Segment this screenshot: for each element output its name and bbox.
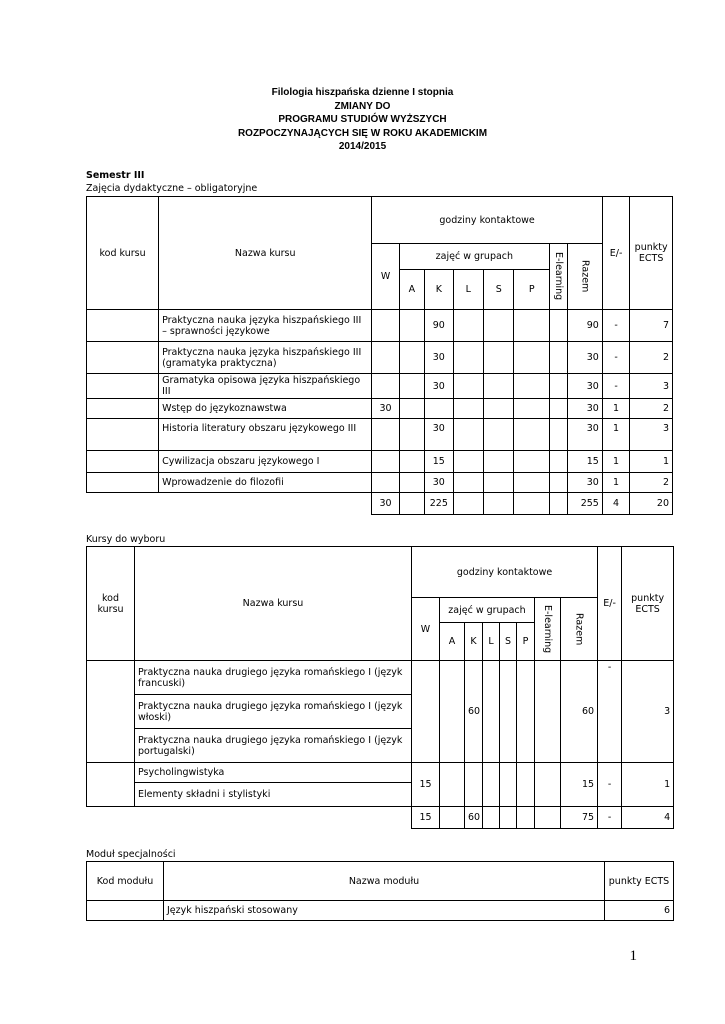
group2-w: 15 (412, 763, 440, 807)
cell-w (372, 419, 399, 451)
cell-ects: 2 (630, 342, 673, 374)
course-name: Praktyczna nauka drugiego języka romańskiego I (język portugalski) (135, 729, 412, 763)
cell-ects: 1 (630, 451, 673, 473)
header-s: S (500, 623, 517, 661)
group1-e: - (598, 661, 622, 695)
cell-razem: 15 (568, 451, 603, 473)
total-e: 4 (602, 493, 629, 515)
table-row (87, 901, 674, 921)
cell-razem: 30 (568, 399, 603, 419)
header-a: A (399, 270, 424, 310)
total-k: 60 (465, 807, 483, 829)
module-ects: 6 (605, 901, 674, 921)
title-line-3: PROGRAMU STUDIÓW WYŻSZYCH (278, 114, 447, 125)
elective-courses-table (86, 546, 674, 829)
cell-w: 30 (372, 399, 399, 419)
cell-ects: 3 (630, 374, 673, 399)
cell-e: 1 (602, 451, 629, 473)
cell-razem: 30 (568, 473, 603, 493)
total-w: 30 (372, 493, 399, 515)
header-l: L (483, 623, 500, 661)
course-name: Praktyczna nauka drugiego języka romańskiego I (język włoski) (135, 695, 412, 729)
table-row (87, 661, 674, 695)
cell-razem: 90 (568, 310, 603, 342)
header-a: A (440, 623, 465, 661)
section1-caption: Zajęcia dydaktyczne – obligatoryjne (86, 183, 258, 194)
module-name: Język hiszpański stosowany (164, 901, 605, 921)
table-row (87, 419, 673, 451)
header-grupy: zajęć w grupach (399, 244, 549, 270)
cell-ects: 7 (630, 310, 673, 342)
header-elearning: E-learning (535, 598, 561, 661)
title-line-5: 2014/2015 (338, 141, 387, 152)
header-nazwa: Nazwa kursu (135, 547, 412, 661)
group2-e: - (598, 763, 622, 807)
cell-e: - (602, 374, 629, 399)
course-name: Psycholingwistyka (135, 763, 412, 783)
course-name: Elementy składni i stylistyki (135, 783, 412, 807)
header-e: E/- (598, 547, 622, 661)
header-l: L (453, 270, 483, 310)
cell-w (372, 374, 399, 399)
table-row (87, 473, 673, 493)
title-line-1: Filologia hiszpańska dzienne I stopnia (271, 87, 454, 98)
header-razem: Razem (561, 598, 598, 661)
document-title (0, 86, 725, 154)
section2-caption: Kursy do wyboru (86, 534, 166, 545)
table-row (87, 342, 673, 374)
header-w: W (412, 598, 440, 661)
cell-e: 1 (602, 419, 629, 451)
cell-k: 90 (425, 310, 453, 342)
course-name: Wstęp do językoznawstwa (159, 399, 372, 419)
course-name: Praktyczna nauka języka hiszpańskiego III – sprawności językowe (159, 310, 372, 342)
total-ects: 4 (622, 807, 674, 829)
semester-label: Semestr III (86, 170, 145, 181)
cell-w (372, 310, 399, 342)
total-w: 15 (412, 807, 440, 829)
specialty-module-table (86, 861, 674, 921)
cell-ects: 2 (630, 473, 673, 493)
cell-e: 1 (602, 473, 629, 493)
header-k: K (465, 623, 483, 661)
cell-w (372, 342, 399, 374)
table-row (87, 374, 673, 399)
total-razem: 255 (568, 493, 603, 515)
header-kod-modulu: Kod modułu (87, 862, 164, 901)
total-e: - (598, 807, 622, 829)
cell-k: 30 (425, 419, 453, 451)
cell-k: 15 (425, 451, 453, 473)
cell-ects: 2 (630, 399, 673, 419)
cell-e: 1 (602, 399, 629, 419)
mandatory-courses-table (86, 196, 673, 515)
cell-ects: 3 (630, 419, 673, 451)
cell-razem: 30 (568, 419, 603, 451)
group1-k: 60 (465, 661, 483, 763)
cell-w (372, 451, 399, 473)
header-p: P (514, 270, 550, 310)
group1-ects: 3 (622, 661, 674, 763)
cell-k (425, 399, 453, 419)
cell-razem: 30 (568, 374, 603, 399)
header-k: K (425, 270, 453, 310)
header-grupy: zajęć w grupach (440, 598, 535, 623)
header-ects: punkty ECTS (630, 197, 673, 310)
table-row (87, 763, 674, 783)
header-ects: punkty ECTS (605, 862, 674, 901)
cell-k: 30 (425, 473, 453, 493)
cell-w (372, 473, 399, 493)
total-row (87, 493, 673, 515)
course-name: Cywilizacja obszaru językowego I (159, 451, 372, 473)
course-name: Gramatyka opisowa języka hiszpańskiego III (159, 374, 372, 399)
header-s: S (483, 270, 513, 310)
total-ects: 20 (630, 493, 673, 515)
section3-caption: Moduł specjalności (86, 849, 176, 860)
group2-ects: 1 (622, 763, 674, 807)
title-line-2: ZMIANY DO (334, 100, 391, 112)
total-row (87, 807, 674, 829)
header-kod: kod kursu (87, 547, 135, 661)
course-name: Praktyczna nauka drugiego języka romańskiego I (język francuski) (135, 661, 412, 695)
header-elearning: E-learning (549, 244, 567, 310)
table-row (87, 399, 673, 419)
course-name: Praktyczna nauka języka hiszpańskiego III (gramatyka praktyczna) (159, 342, 372, 374)
page-number: 1 (629, 948, 637, 964)
header-kod: kod kursu (87, 197, 159, 310)
cell-k: 30 (425, 342, 453, 374)
header-razem: Razem (568, 244, 603, 310)
header-w: W (372, 244, 399, 310)
header-e: E/- (602, 197, 629, 310)
header-godziny: godziny kontaktowe (372, 197, 603, 244)
cell-e: - (602, 310, 629, 342)
title-line-4: ROZPOCZYNAJĄCYCH SIĘ W ROKU AKADEMICKIM (237, 127, 488, 139)
header-ects: punkty ECTS (622, 547, 674, 661)
cell-razem: 30 (568, 342, 603, 374)
group1-razem: 60 (561, 661, 598, 763)
header-nazwa-modulu: Nazwa modułu (164, 862, 605, 901)
header-godziny: godziny kontaktowe (412, 547, 598, 598)
header-nazwa: Nazwa kursu (159, 197, 372, 310)
group2-razem: 15 (561, 763, 598, 807)
course-name: Wprowadzenie do filozofii (159, 473, 372, 493)
cell-k: 30 (425, 374, 453, 399)
cell-e: - (602, 342, 629, 374)
header-p: P (517, 623, 535, 661)
table-row (87, 451, 673, 473)
total-razem: 75 (561, 807, 598, 829)
total-k: 225 (425, 493, 453, 515)
table-row (87, 310, 673, 342)
course-name: Historia literatury obszaru językowego III (159, 419, 372, 451)
